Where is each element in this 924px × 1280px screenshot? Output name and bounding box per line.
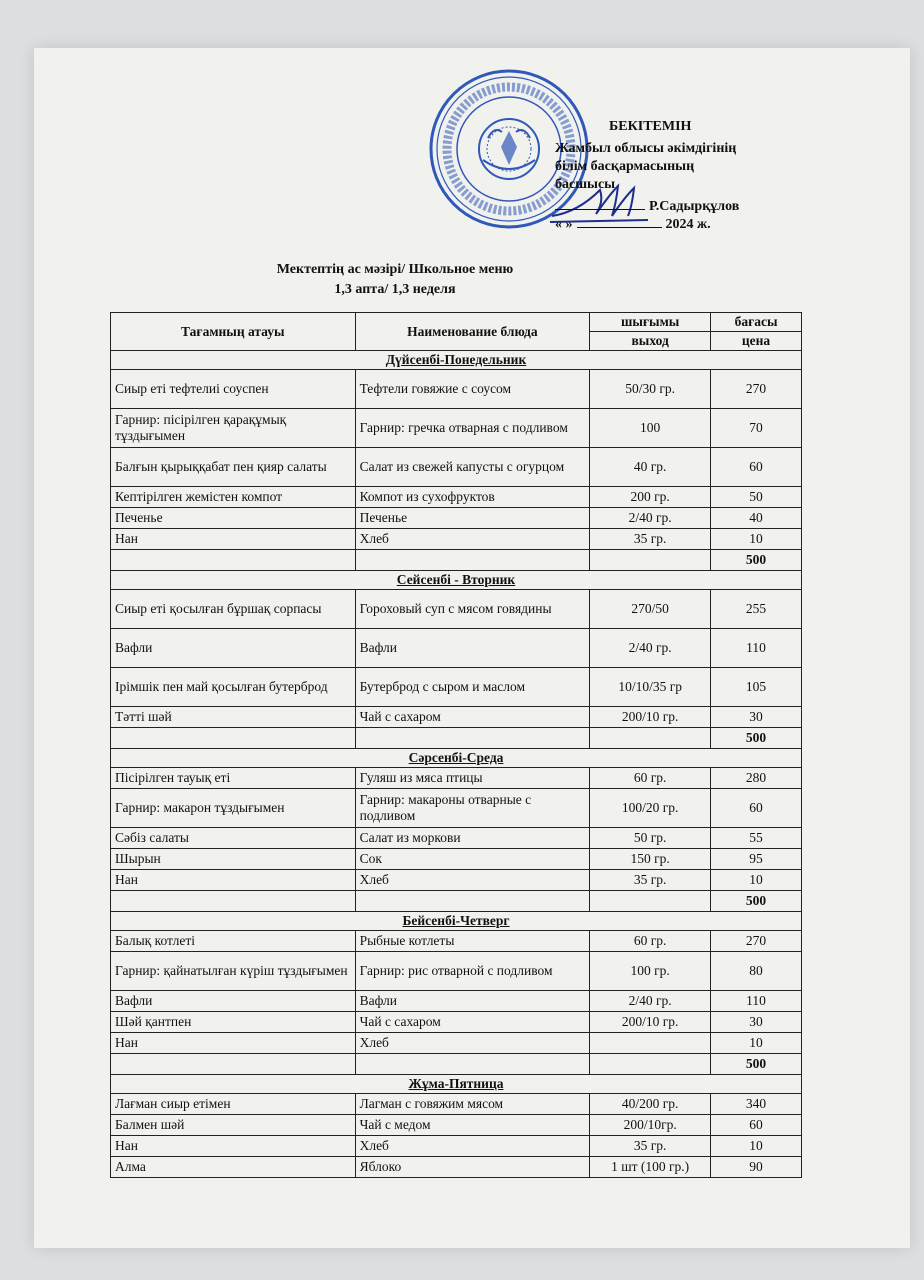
- dish-portion: 2/40 гр.: [590, 508, 711, 529]
- dish-price: 80: [711, 952, 802, 991]
- signature-blank: [555, 209, 645, 210]
- dish-ru: Хлеб: [355, 529, 590, 550]
- table-row: [111, 529, 802, 550]
- table-row: [111, 1157, 802, 1178]
- dish-kz: Печенье: [111, 508, 356, 529]
- dish-kz: Нан: [111, 1136, 356, 1157]
- table-row: [111, 1033, 802, 1054]
- table-row: [111, 707, 802, 728]
- table-row: [111, 448, 802, 487]
- table-row: [111, 952, 802, 991]
- dish-kz: Кептірілген жемістен компот: [111, 487, 356, 508]
- header-col-kz: Тағамның атауы: [111, 313, 356, 351]
- day-row: [111, 351, 802, 370]
- menu-table: [110, 312, 802, 1178]
- dish-price: 70: [711, 409, 802, 448]
- dish-kz: Шәй қантпен: [111, 1012, 356, 1033]
- dish-kz: Сәбіз салаты: [111, 828, 356, 849]
- table-row: [111, 1115, 802, 1136]
- day-total: 500: [711, 891, 802, 912]
- dish-kz: Нан: [111, 870, 356, 891]
- day-row: [111, 1075, 802, 1094]
- table-row: [111, 370, 802, 409]
- table-row: [111, 828, 802, 849]
- dish-kz: Сиыр еті қосылған бұршақ сорпасы: [111, 590, 356, 629]
- dish-price: 110: [711, 629, 802, 668]
- dish-price: 280: [711, 768, 802, 789]
- dish-price: 270: [711, 931, 802, 952]
- table-row: [111, 1012, 802, 1033]
- dish-price: 110: [711, 991, 802, 1012]
- date-blank: [577, 227, 662, 228]
- total-row: [111, 1054, 802, 1075]
- dish-ru: Хлеб: [355, 870, 590, 891]
- dish-ru: Гуляш из мяса птицы: [355, 768, 590, 789]
- header-portion-ru: выход: [590, 332, 711, 351]
- dish-portion: 100 гр.: [590, 952, 711, 991]
- total-row: [111, 728, 802, 749]
- dish-ru: Вафли: [355, 991, 590, 1012]
- dish-price: 10: [711, 1136, 802, 1157]
- dish-kz: Гарнир: қайнатылған күріш тұздығымен: [111, 952, 356, 991]
- dish-kz: Шырын: [111, 849, 356, 870]
- dish-price: 30: [711, 1012, 802, 1033]
- approval-line-3: басшысы: [555, 177, 616, 192]
- dish-price: 60: [711, 1115, 802, 1136]
- dish-portion: 50 гр.: [590, 828, 711, 849]
- dish-ru: Хлеб: [355, 1033, 590, 1054]
- table-row: [111, 508, 802, 529]
- signature-line: [555, 198, 855, 216]
- dish-ru: Гарнир: гречка отварная с подливом: [355, 409, 590, 448]
- dish-portion: 60 гр.: [590, 768, 711, 789]
- table-row: [111, 931, 802, 952]
- dish-price: 10: [711, 1033, 802, 1054]
- dish-price: 105: [711, 668, 802, 707]
- date-suffix: 2024 ж.: [665, 217, 711, 232]
- approval-title: БЕКІТЕМІН: [609, 119, 692, 134]
- dish-ru: Гороховый суп с мясом говядины: [355, 590, 590, 629]
- dish-kz: Вафли: [111, 629, 356, 668]
- header-portion-kz: шығымы: [590, 313, 711, 332]
- dish-kz: Нан: [111, 529, 356, 550]
- dish-kz: Балық котлеті: [111, 931, 356, 952]
- dish-price: 255: [711, 590, 802, 629]
- dish-portion: 2/40 гр.: [590, 991, 711, 1012]
- approval-line-1: Жамбыл облысы әкімдігінің: [555, 141, 737, 156]
- day-row: [111, 571, 802, 590]
- table-row: [111, 768, 802, 789]
- table-row: [111, 789, 802, 828]
- dish-ru: Салат из свежей капусты с огурцом: [355, 448, 590, 487]
- dish-price: 10: [711, 529, 802, 550]
- dish-portion: 35 гр.: [590, 870, 711, 891]
- dish-price: 10: [711, 870, 802, 891]
- table-row: [111, 991, 802, 1012]
- date-line: [555, 216, 855, 234]
- dish-portion: 2/40 гр.: [590, 629, 711, 668]
- day-row: [111, 749, 802, 768]
- day-total: 500: [711, 728, 802, 749]
- table-row: [111, 590, 802, 629]
- dish-ru: Компот из сухофруктов: [355, 487, 590, 508]
- dish-price: 90: [711, 1157, 802, 1178]
- dish-kz: Гарнир: макарон тұздығымен: [111, 789, 356, 828]
- day-row: [111, 912, 802, 931]
- dish-kz: Алма: [111, 1157, 356, 1178]
- dish-ru: Лагман с говяжим мясом: [355, 1094, 590, 1115]
- total-row: [111, 891, 802, 912]
- table-row: [111, 870, 802, 891]
- table-row: [111, 849, 802, 870]
- dish-price: 60: [711, 448, 802, 487]
- approver-name: Р.Садырқұлов: [649, 199, 740, 214]
- dish-kz: Балмен шәй: [111, 1115, 356, 1136]
- table-row: [111, 487, 802, 508]
- dish-price: 50: [711, 487, 802, 508]
- header-price-kz: бағасы: [711, 313, 802, 332]
- day-total: 500: [711, 1054, 802, 1075]
- dish-ru: Гарнир: макароны отварные с подливом: [355, 789, 590, 828]
- dish-price: 340: [711, 1094, 802, 1115]
- dish-portion: 200/10 гр.: [590, 707, 711, 728]
- day-name: Жұма-Пятница: [111, 1075, 802, 1094]
- dish-portion: 100: [590, 409, 711, 448]
- dish-portion: 60 гр.: [590, 931, 711, 952]
- dish-portion: 200/10гр.: [590, 1115, 711, 1136]
- dish-portion: 35 гр.: [590, 529, 711, 550]
- dish-portion: 200/10 гр.: [590, 1012, 711, 1033]
- dish-kz: Лағман сиыр етімен: [111, 1094, 356, 1115]
- dish-ru: Чай с медом: [355, 1115, 590, 1136]
- dish-portion: 1 шт (100 гр.): [590, 1157, 711, 1178]
- dish-ru: Печенье: [355, 508, 590, 529]
- table-row: [111, 1094, 802, 1115]
- dish-portion: 50/30 гр.: [590, 370, 711, 409]
- dish-price: 30: [711, 707, 802, 728]
- dish-portion: 100/20 гр.: [590, 789, 711, 828]
- dish-kz: Ірімшік пен май қосылған бутерброд: [111, 668, 356, 707]
- day-name: Сейсенбі - Вторник: [111, 571, 802, 590]
- dish-ru: Салат из моркови: [355, 828, 590, 849]
- dish-kz: Вафли: [111, 991, 356, 1012]
- dish-kz: Пісірілген тауық еті: [111, 768, 356, 789]
- dish-kz: Тәтті шәй: [111, 707, 356, 728]
- dish-ru: Гарнир: рис отварной с подливом: [355, 952, 590, 991]
- dish-portion: [590, 1033, 711, 1054]
- dish-ru: Тефтели говяжие с соусом: [355, 370, 590, 409]
- dish-price: 95: [711, 849, 802, 870]
- document-title: Мектептің ас мәзірі/ Школьное меню: [276, 262, 514, 277]
- date-prefix: « »: [555, 217, 573, 232]
- dish-portion: 270/50: [590, 590, 711, 629]
- dish-price: 270: [711, 370, 802, 409]
- day-name: Дүйсенбі-Понедельник: [111, 351, 802, 370]
- day-total: 500: [711, 550, 802, 571]
- approval-block: [555, 118, 855, 234]
- total-row: [111, 550, 802, 571]
- dish-ru: Яблоко: [355, 1157, 590, 1178]
- dish-portion: 35 гр.: [590, 1136, 711, 1157]
- approval-line-2: білім басқармасының: [555, 159, 695, 174]
- dish-kz: Нан: [111, 1033, 356, 1054]
- dish-ru: Чай с сахаром: [355, 707, 590, 728]
- dish-portion: 200 гр.: [590, 487, 711, 508]
- dish-ru: Чай с сахаром: [355, 1012, 590, 1033]
- dish-portion: 10/10/35 гр: [590, 668, 711, 707]
- document-subtitle: 1,3 апта/ 1,3 неделя: [334, 282, 456, 297]
- dish-ru: Бутерброд с сыром и маслом: [355, 668, 590, 707]
- day-name: Сәрсенбі-Среда: [111, 749, 802, 768]
- document-title-block: [110, 260, 680, 300]
- dish-price: 55: [711, 828, 802, 849]
- dish-portion: 40 гр.: [590, 448, 711, 487]
- dish-ru: Хлеб: [355, 1136, 590, 1157]
- dish-ru: Рыбные котлеты: [355, 931, 590, 952]
- dish-kz: Сиыр еті тефтелиі соуспен: [111, 370, 356, 409]
- dish-ru: Сок: [355, 849, 590, 870]
- dish-portion: 150 гр.: [590, 849, 711, 870]
- table-row: [111, 1136, 802, 1157]
- table-row: [111, 409, 802, 448]
- dish-portion: 40/200 гр.: [590, 1094, 711, 1115]
- table-row: [111, 629, 802, 668]
- day-name: Бейсенбі-Четверг: [111, 912, 802, 931]
- dish-price: 60: [711, 789, 802, 828]
- dish-kz: Гарнир: пісірілген қарақұмық тұздығымен: [111, 409, 356, 448]
- header-price-ru: цена: [711, 332, 802, 351]
- dish-ru: Вафли: [355, 629, 590, 668]
- dish-kz: Балғын қырыққабат пен қияр салаты: [111, 448, 356, 487]
- header-col-ru: Наименование блюда: [355, 313, 590, 351]
- table-row: [111, 668, 802, 707]
- dish-price: 40: [711, 508, 802, 529]
